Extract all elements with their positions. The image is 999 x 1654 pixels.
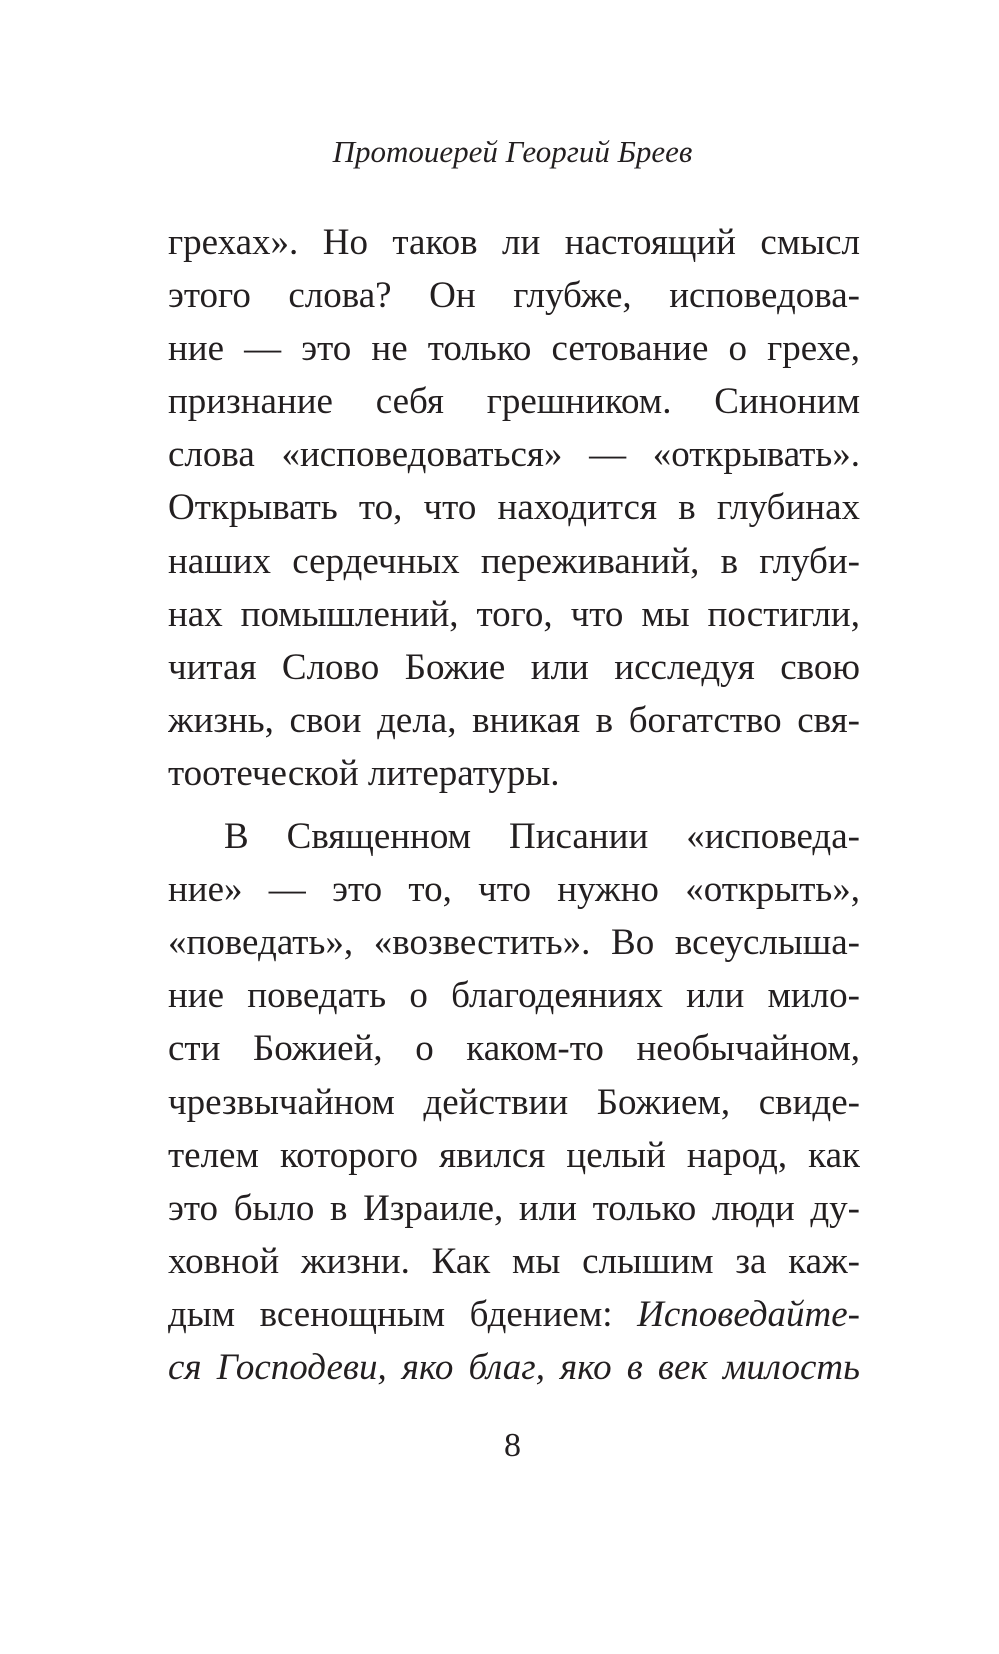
text-line: признание себя грешником. Синоним	[168, 381, 860, 423]
text-line: жизнь, свои дела, вникая в богатство свя-	[168, 699, 860, 741]
text-line: телем которого явился целый народ, как	[168, 1134, 860, 1176]
text-line-with-quote	[168, 1288, 860, 1341]
page-number: 8	[504, 1427, 521, 1464]
running-head-title: Протоиерей Георгий Бреев	[332, 134, 693, 169]
text-line: «поведать», «возвестить». Во всеуслыша-	[168, 922, 860, 964]
text-line: В Священном Писании «исповеда-	[224, 816, 860, 858]
text-line: это было в Израиле, или только люди ду-	[168, 1187, 860, 1229]
text-line: нах помышлений, того, что мы постигли,	[168, 593, 860, 635]
text-fragment: дым всенощным бдением:	[168, 1293, 638, 1335]
text-line: этого слова? Он глубже, исповедова-	[168, 275, 860, 317]
text-line: тоотеческой литературы.	[168, 752, 560, 794]
text-line: слова «исповедоваться» — «открывать».	[168, 434, 860, 476]
text-line: читая Слово Божие или исследуя свою	[168, 646, 860, 688]
italic-quote: ся Господеви, яко благ, яко в век милость	[168, 1346, 860, 1388]
text-line: чрезвычайном действии Божием, свиде-	[168, 1081, 860, 1123]
text-line-italic	[168, 1341, 860, 1394]
text-line: сти Божией, о каком-то необычайном,	[168, 1028, 860, 1070]
text-line: ховной жизни. Как мы слышим за каж-	[168, 1240, 860, 1282]
italic-quote: Исповедайте-	[637, 1293, 860, 1335]
text-line: ние поведать о благодеяниях или мило-	[168, 975, 860, 1017]
text-line: наших сердечных переживаний, в глуби-	[168, 540, 860, 582]
text-line: ние» — это то, что нужно «открыть»,	[168, 869, 860, 911]
paragraph-2	[168, 810, 860, 1394]
text-line: ние — это не только сетование о грехе,	[168, 328, 860, 370]
paragraph-1	[168, 216, 860, 800]
page-text-body	[168, 216, 860, 1394]
text-line: грехах». Но таков ли настоящий смысл	[168, 222, 860, 263]
paragraph-gap	[168, 800, 860, 810]
text-line: Открывать то, что находится в глубинах	[168, 487, 860, 529]
